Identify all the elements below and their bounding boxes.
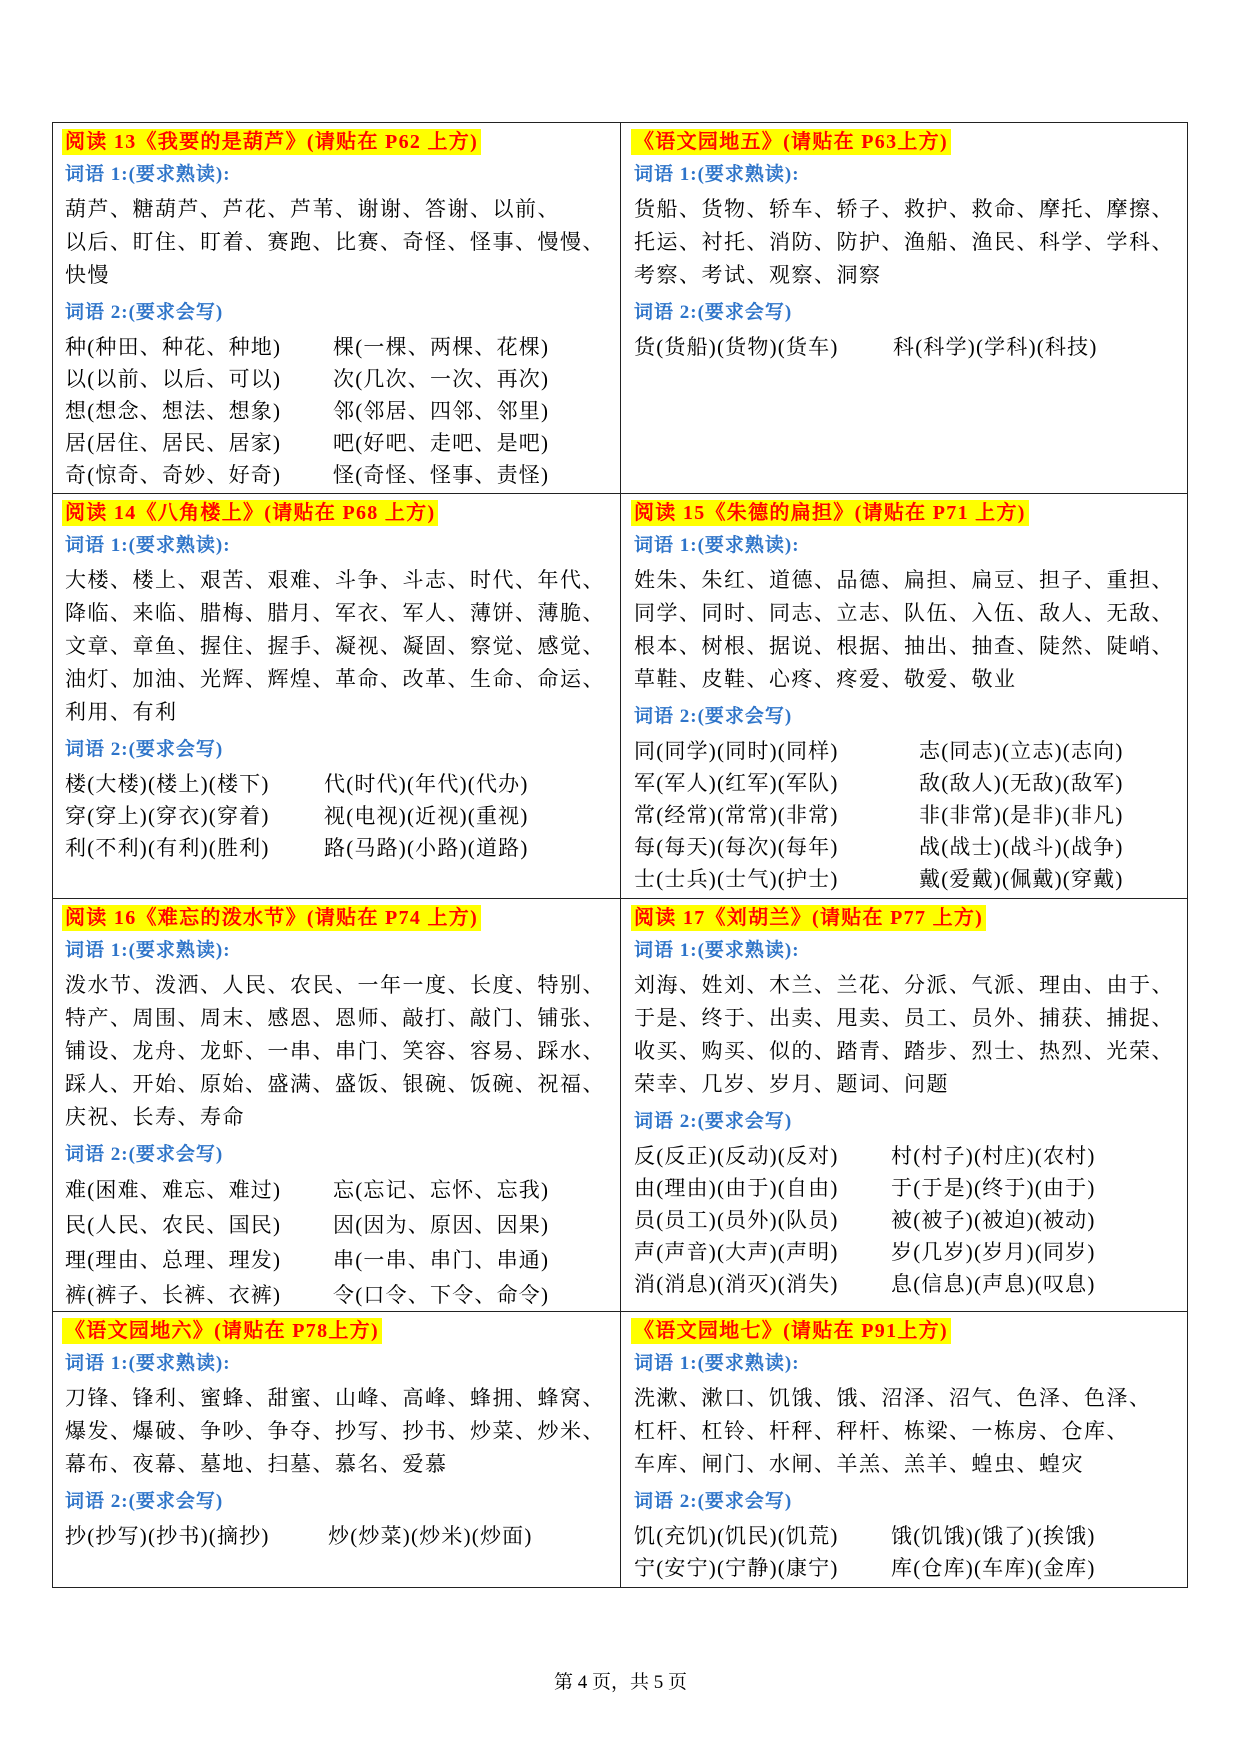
read-words-line: 庆祝、长寿、寿命: [65, 1105, 245, 1129]
write-words-row: [634, 1140, 1181, 1172]
write-word-group: 饿(饥饿)(饿了)(挨饿): [891, 1524, 1096, 1548]
write-words-row: [65, 832, 614, 864]
read-words-line: 文章、章鱼、握住、握手、凝视、凝固、察觉、感觉、: [65, 634, 605, 658]
read-words-line: 特产、周围、周末、感恩、恩师、敲打、敲门、铺张、: [65, 1006, 605, 1030]
read-words-line: 杠杆、杠铃、杆秤、秤杆、栋梁、一栋房、仓库、: [634, 1419, 1129, 1443]
write-words-row: [65, 1243, 614, 1278]
vocab-cell: [621, 1312, 1188, 1588]
write-words-row: [65, 1208, 614, 1243]
page-number: 第 4 页，共 5 页: [553, 1672, 687, 1693]
write-word-group: 志(同志)(立志)(志向): [919, 739, 1124, 763]
write-heading: 词语 2:(要求会写): [634, 302, 793, 323]
lesson-title-row: [62, 903, 614, 933]
vocab-cell: [53, 1312, 621, 1588]
write-word-group: 货(货船)(货物)(货车): [634, 335, 839, 359]
write-word-group: 戴(爱戴)(佩戴)(穿戴): [919, 867, 1124, 891]
write-word-group: 居(居住、居民、居家): [65, 431, 282, 455]
read-words-line: 姓朱、朱红、道德、品德、扁担、扁豆、担子、重担、: [634, 568, 1174, 592]
write-word-group: 村(村子)(村庄)(农村): [891, 1144, 1096, 1168]
lesson-title: 《语文园地七》(请贴在 P91上方): [631, 1318, 951, 1344]
read-words-line: 葫芦、糖葫芦、芦花、芦苇、谢谢、答谢、以前、: [65, 197, 560, 221]
write-word-group: 士(士兵)(士气)(护士): [634, 867, 839, 891]
write-word-group: 奇(惊奇、奇妙、好奇): [65, 463, 282, 487]
write-word-group: 每(每天)(每次)(每年): [634, 835, 839, 859]
write-words-row: [65, 768, 614, 800]
write-heading: 词语 2:(要求会写): [65, 1491, 224, 1512]
write-word-group: 被(被子)(被迫)(被动): [891, 1208, 1096, 1232]
write-word-group: 想(想念、想法、想象): [65, 399, 282, 423]
write-word-group: 种(种田、种花、种地): [65, 335, 282, 359]
write-word-group: 炒(炒菜)(炒米)(炒面): [328, 1524, 533, 1548]
write-words-row: [634, 331, 1181, 363]
write-word-group: 代(时代)(年代)(代办): [324, 772, 529, 796]
write-words-row: [634, 1268, 1181, 1300]
write-word-group: 军(军人)(红军)(军队): [634, 771, 839, 795]
write-word-group: 棵(一棵、两棵、花棵): [333, 335, 550, 359]
read-words-line: 刀锋、锋利、蜜蜂、甜蜜、山峰、高峰、蜂拥、蜂窝、: [65, 1386, 605, 1410]
lesson-title: 阅读 14《八角楼上》(请贴在 P68 上方): [62, 500, 438, 526]
vocab-cell: [621, 494, 1188, 899]
lesson-title-row: [631, 1316, 1181, 1346]
write-words-row: [65, 331, 614, 363]
lesson-title: 阅读 13《我要的是葫芦》(请贴在 P62 上方): [62, 129, 481, 155]
read-words-line: 泼水节、泼洒、人民、农民、一年一度、长度、特别、: [65, 973, 605, 997]
write-heading: 词语 2:(要求会写): [65, 739, 224, 760]
vocab-cell: [621, 899, 1188, 1312]
lesson-title-row: [62, 1316, 614, 1346]
write-word-group: 库(仓库)(车库)(金库): [891, 1556, 1096, 1580]
read-heading: 词语 1:(要求熟读):: [65, 940, 231, 961]
write-words-row: [634, 767, 1181, 799]
write-word-group: 战(战士)(战斗)(战争): [919, 835, 1124, 859]
write-word-group: 敌(敌人)(无敌)(敌军): [919, 771, 1124, 795]
write-words-row: [634, 1236, 1181, 1268]
write-word-group: 员(员工)(员外)(队员): [634, 1208, 839, 1232]
write-heading: 词语 2:(要求会写): [65, 302, 224, 323]
write-word-group: 非(非常)(是非)(非凡): [919, 803, 1124, 827]
vocab-cell: [53, 899, 621, 1312]
read-words-line: 考察、考试、观察、洞察: [634, 263, 882, 287]
write-words-row: [634, 1520, 1181, 1552]
write-word-group: 于(于是)(终于)(由于): [891, 1176, 1096, 1200]
read-words-line: 油灯、加油、光辉、辉煌、革命、改革、生命、命运、: [65, 667, 605, 691]
write-words-row: [634, 1204, 1181, 1236]
vocab-cell: [621, 123, 1188, 494]
write-heading: 词语 2:(要求会写): [65, 1144, 224, 1165]
write-words-row: [65, 363, 614, 395]
read-words-line: 爆发、爆破、争吵、争夺、抄写、抄书、炒菜、炒米、: [65, 1419, 605, 1443]
read-words-line: 于是、终于、出卖、甩卖、员工、员外、捕获、捕捉、: [634, 1006, 1174, 1030]
write-words-row: [65, 800, 614, 832]
write-heading: 词语 2:(要求会写): [634, 1111, 793, 1132]
read-words-line: 草鞋、皮鞋、心疼、疼爱、敬爱、敬业: [634, 667, 1017, 691]
read-words-line: 托运、衬托、消防、防护、渔船、渔民、科学、学科、: [634, 230, 1174, 254]
write-word-group: 反(反正)(反动)(反对): [634, 1144, 839, 1168]
lesson-title-row: [631, 127, 1181, 157]
read-words-line: 荣幸、几岁、岁月、题词、问题: [634, 1072, 949, 1096]
write-word-group: 吧(好吧、走吧、是吧): [333, 431, 550, 455]
write-word-group: 科(科学)(学科)(科技): [893, 335, 1098, 359]
write-word-group: 楼(大楼)(楼上)(楼下): [65, 772, 270, 796]
write-word-group: 次(几次、一次、再次): [333, 367, 550, 391]
read-heading: 词语 1:(要求熟读):: [634, 940, 800, 961]
lesson-title-row: [631, 498, 1181, 528]
lesson-title: 阅读 16《难忘的泼水节》(请贴在 P74 上方): [62, 905, 481, 931]
write-word-group: 消(消息)(消灭)(消失): [634, 1272, 839, 1296]
write-word-group: 饥(充饥)(饥民)(饥荒): [634, 1524, 839, 1548]
write-word-group: 难(困难、难忘、难过): [65, 1178, 282, 1202]
write-word-group: 宁(安宁)(宁静)(康宁): [634, 1556, 839, 1580]
write-words-row: [634, 1552, 1181, 1584]
lesson-title-row: [631, 903, 1181, 933]
read-words-line: 根本、树根、据说、根据、抽出、抽查、陡然、陡峭、: [634, 634, 1174, 658]
write-words-row: [634, 799, 1181, 831]
read-words-line: 踩人、开始、原始、盛满、盛饭、银碗、饭碗、祝福、: [65, 1072, 605, 1096]
lesson-title: 《语文园地五》(请贴在 P63上方): [631, 129, 951, 155]
read-words-line: 同学、同时、同志、立志、队伍、入伍、敌人、无敌、: [634, 601, 1174, 625]
write-word-group: 穿(穿上)(穿衣)(穿着): [65, 804, 270, 828]
lesson-title-row: [62, 498, 614, 528]
write-word-group: 视(电视)(近视)(重视): [324, 804, 529, 828]
write-words-row: [65, 1173, 614, 1208]
write-word-group: 由(理由)(由于)(自由): [634, 1176, 839, 1200]
lesson-title-row: [62, 127, 614, 157]
read-words-line: 货船、货物、轿车、轿子、救护、救命、摩托、摩擦、: [634, 197, 1174, 221]
write-words-row: [634, 831, 1181, 863]
write-words-row: [634, 863, 1181, 895]
read-words-line: 铺设、龙舟、龙虾、一串、串门、笑容、容易、踩水、: [65, 1039, 605, 1063]
write-word-group: 令(口令、下令、命令): [333, 1283, 550, 1307]
write-word-group: 怪(奇怪、怪事、责怪): [333, 463, 550, 487]
read-words-line: 刘海、姓刘、木兰、兰花、分派、气派、理由、由于、: [634, 973, 1174, 997]
write-word-group: 因(因为、原因、因果): [333, 1213, 550, 1237]
read-heading: 词语 1:(要求熟读):: [65, 535, 231, 556]
write-words-row: [65, 1278, 614, 1312]
write-word-group: 理(理由、总理、理发): [65, 1248, 282, 1272]
lesson-title: 《语文园地六》(请贴在 P78上方): [62, 1318, 382, 1344]
write-word-group: 裤(裤子、长裤、衣裤): [65, 1283, 282, 1307]
read-words-line: 以后、盯住、盯着、赛跑、比赛、奇怪、怪事、慢慢、: [65, 230, 605, 254]
write-word-group: 以(以前、以后、可以): [65, 367, 282, 391]
read-heading: 词语 1:(要求熟读):: [634, 535, 800, 556]
read-words-line: 快慢: [65, 263, 110, 287]
write-heading: 词语 2:(要求会写): [634, 706, 793, 727]
write-words-row: [65, 1520, 614, 1552]
read-heading: 词语 1:(要求熟读):: [634, 1353, 800, 1374]
write-word-group: 邻(邻居、四邻、邻里): [333, 399, 550, 423]
write-words-row: [634, 735, 1181, 767]
write-word-group: 声(声音)(大声)(声明): [634, 1240, 839, 1264]
vocab-cell: [53, 494, 621, 899]
write-word-group: 息(信息)(声息)(叹息): [891, 1272, 1096, 1296]
lesson-title: 阅读 17《刘胡兰》(请贴在 P77 上方): [631, 905, 986, 931]
write-word-group: 民(人民、农民、国民): [65, 1213, 282, 1237]
write-heading: 词语 2:(要求会写): [634, 1491, 793, 1512]
read-words-line: 大楼、楼上、艰苦、艰难、斗争、斗志、时代、年代、: [65, 568, 605, 592]
vocab-table: [52, 122, 1188, 1588]
write-word-group: 岁(几岁)(岁月)(同岁): [891, 1240, 1096, 1264]
write-word-group: 同(同学)(同时)(同样): [634, 739, 839, 763]
write-word-group: 利(不利)(有利)(胜利): [65, 836, 270, 860]
read-heading: 词语 1:(要求熟读):: [65, 1353, 231, 1374]
read-heading: 词语 1:(要求熟读):: [634, 164, 800, 185]
vocab-cell: [53, 123, 621, 494]
read-words-line: 幕布、夜幕、墓地、扫墓、慕名、爱慕: [65, 1452, 448, 1476]
write-words-row: [65, 459, 614, 491]
write-word-group: 忘(忘记、忘怀、忘我): [333, 1178, 550, 1202]
read-words-line: 洗漱、漱口、饥饿、饿、沼泽、沼气、色泽、色泽、: [634, 1386, 1152, 1410]
write-words-row: [65, 427, 614, 459]
write-words-row: [65, 395, 614, 427]
lesson-title: 阅读 15《朱德的扁担》(请贴在 P71 上方): [631, 500, 1029, 526]
read-heading: 词语 1:(要求熟读):: [65, 164, 231, 185]
write-word-group: 路(马路)(小路)(道路): [324, 836, 529, 860]
write-word-group: 常(经常)(常常)(非常): [634, 803, 839, 827]
read-words-line: 利用、有利: [65, 700, 178, 724]
write-word-group: 抄(抄写)(抄书)(摘抄): [65, 1524, 270, 1548]
read-words-line: 收买、购买、似的、踏青、踏步、烈士、热烈、光荣、: [634, 1039, 1174, 1063]
write-words-row: [634, 1172, 1181, 1204]
read-words-line: 车库、闸门、水闸、羊羔、羔羊、蝗虫、蝗灾: [634, 1452, 1084, 1476]
read-words-line: 降临、来临、腊梅、腊月、军衣、军人、薄饼、薄脆、: [65, 601, 605, 625]
write-word-group: 串(一串、串门、串通): [333, 1248, 550, 1272]
